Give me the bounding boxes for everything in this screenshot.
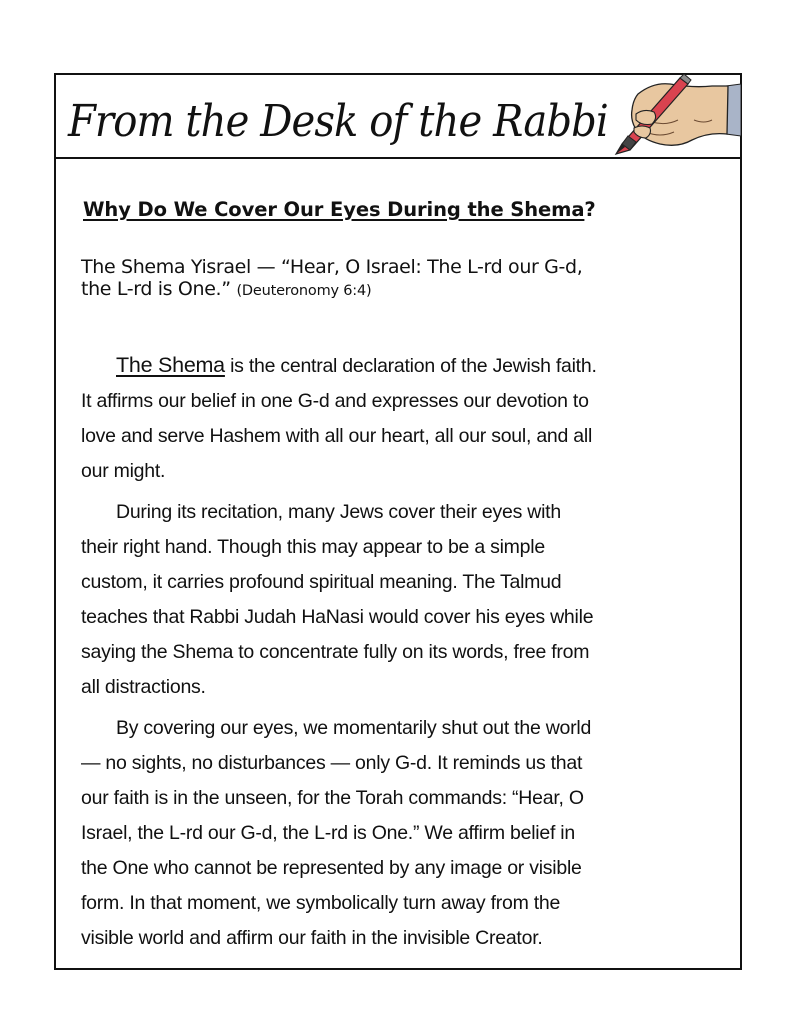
paragraph-line: love and serve Hashem with all our heart, all our soul, and all	[81, 425, 593, 447]
paragraph-line: all distractions.	[81, 676, 206, 698]
hand-writing-icon	[608, 74, 741, 158]
paragraph-line-text: is the central declaration of the Jewish faith.	[224, 355, 597, 377]
quote-reference: (Deuteronomy 6:4)	[236, 283, 372, 299]
paragraph-line: — no sights, no disturbances — only G-d. It reminds us that	[81, 752, 583, 774]
quote-line	[81, 278, 709, 302]
paragraph-line: visible world and affirm our faith in the invisible Creator.	[81, 927, 543, 949]
shema-quote	[81, 256, 709, 302]
paragraph-line: form. In that moment, we symbolically turn away from the	[81, 892, 561, 914]
article-heading-question-mark: ?	[584, 198, 596, 221]
paragraph-line: our faith is in the unseen, for the Torah commands: “Hear, O	[81, 787, 584, 809]
paragraph	[81, 711, 709, 956]
quote-line: The Shema Yisrael — “Hear, O Israel: The L-rd our G-d,	[81, 256, 583, 278]
paragraph	[81, 495, 709, 705]
paragraph-line: custom, it carries profound spiritual meaning. The Talmud	[81, 571, 562, 593]
paragraph-line: During its recitation, many Jews cover their eyes with	[116, 501, 561, 523]
article-heading-text: Why Do We Cover Our Eyes During the Shema	[83, 198, 585, 221]
paragraph-line	[81, 348, 709, 384]
article-body	[81, 348, 709, 956]
article-heading	[81, 194, 709, 226]
paragraph-line: the One who cannot be represented by any image or visible	[81, 857, 582, 879]
paragraph-line: saying the Shema to concentrate fully on its words, free from	[81, 641, 590, 663]
paragraph-line: our might.	[81, 460, 166, 482]
header-logo-text: From the Desk of the Rabbi	[68, 96, 608, 147]
paragraph	[81, 348, 709, 489]
paragraph-line: their right hand. Though this may appear to be a simple	[81, 536, 545, 558]
quote-line-text: the L-rd is One.”	[81, 278, 231, 300]
paragraph-line: teaches that Rabbi Judah HaNasi would cover his eyes while	[81, 606, 594, 628]
article	[81, 194, 709, 956]
paragraph-line: Israel, the L-rd our G-d, the L-rd is One.” We affirm belief in	[81, 822, 575, 844]
paragraph-lead: The Shema	[116, 353, 225, 377]
paragraph-line: It affirms our belief in one G-d and expresses our devotion to	[81, 390, 589, 412]
paragraph-line: By covering our eyes, we momentarily shut out the world	[116, 717, 592, 739]
